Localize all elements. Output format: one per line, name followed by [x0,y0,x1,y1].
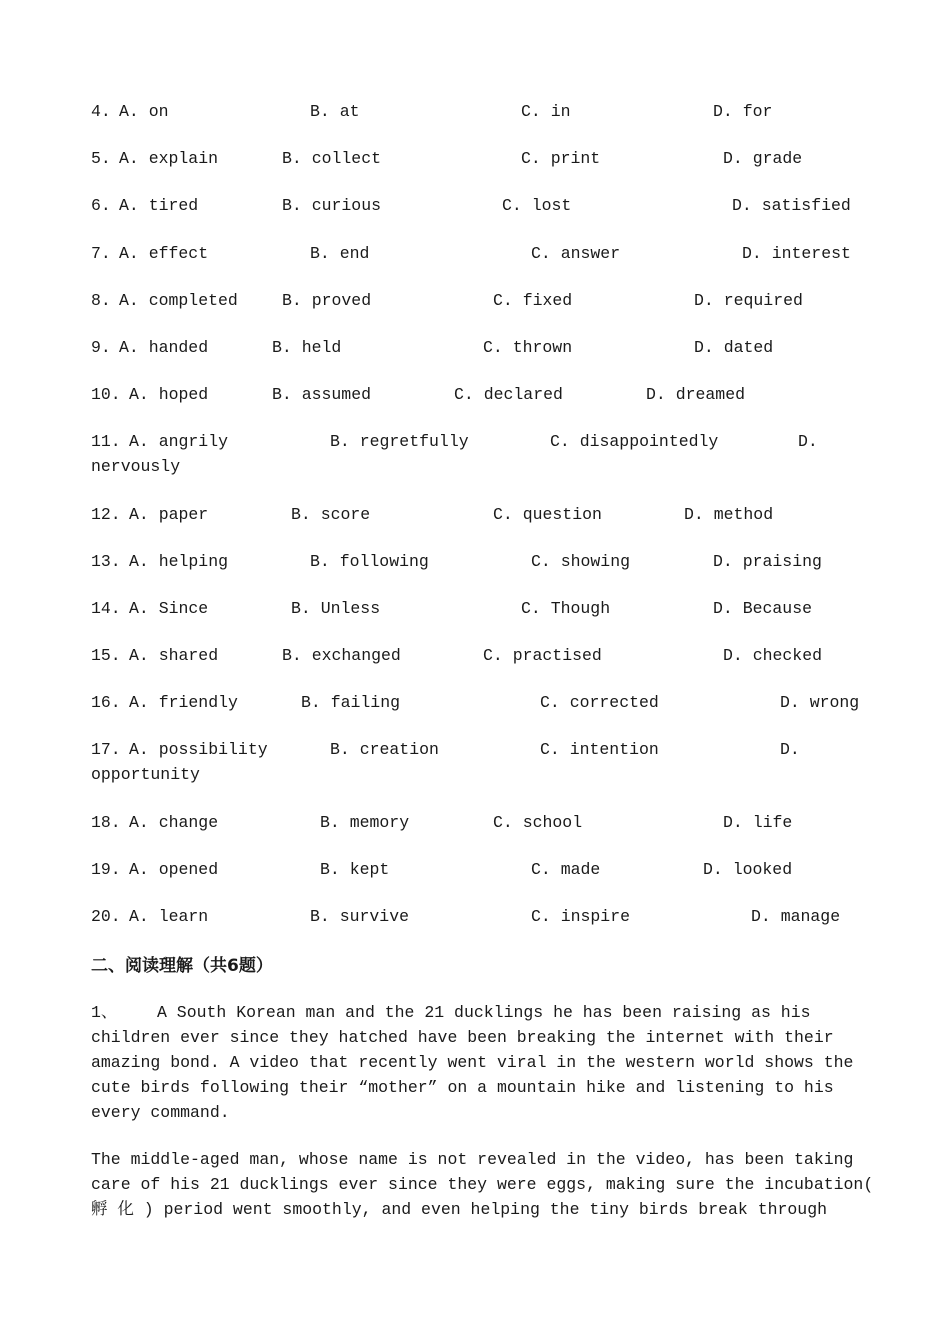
option-a: A. change [129,813,219,832]
option-a: A. explain [119,149,219,168]
question-row [0,905,950,929]
question-row [0,194,950,218]
option-a: A. Since [129,599,209,618]
option-a: A. friendly [129,693,238,712]
passage-line: every command. [91,1103,230,1122]
option-c: C. disappointedly [550,432,719,451]
option-d: D. manage [751,907,841,926]
passage-line: 1、 A South Korean man and the 21 ducklings he has been raising as his [91,1003,811,1022]
question-number: 4. [91,102,111,121]
option-a: A. shared [129,646,219,665]
option-a: A. on [119,102,169,121]
question-row [0,430,950,476]
question-row [0,644,950,668]
question-number: 9. [91,338,111,357]
option-d-wrapped-text: opportunity [91,765,200,784]
option-d: D. dreamed [646,385,746,404]
question-row [0,242,950,266]
option-c: C. thrown [483,338,573,357]
option-a: A. hoped [129,385,209,404]
option-b: B. following [310,552,429,571]
question-number: 12. [91,505,121,524]
option-c: C. practised [483,646,602,665]
question-row [0,336,950,360]
passage-paragraph-2 [91,1147,874,1222]
question-row [0,503,950,527]
option-b: B. collect [282,149,382,168]
option-d: D. Because [713,599,813,618]
question-number: 20. [91,907,121,926]
option-b: B. survive [310,907,410,926]
question-number: 7. [91,244,111,263]
option-c: C. made [531,860,601,879]
question-number: 16. [91,693,121,712]
question-number: 5. [91,149,111,168]
question-number: 13. [91,552,121,571]
option-c: C. school [493,813,583,832]
option-d: D. looked [703,860,793,879]
question-row [0,289,950,313]
question-row [0,691,950,715]
option-a: A. opened [129,860,219,879]
option-b: B. score [291,505,371,524]
question-number: 8. [91,291,111,310]
option-b: B. Unless [291,599,381,618]
question-number: 6. [91,196,111,215]
passage-line: The middle-aged man, whose name is not revealed in the video, has been taking [91,1150,854,1169]
question-number: 14. [91,599,121,618]
option-a: A. possibility [129,740,268,759]
option-d: D. method [684,505,774,524]
option-b: B. proved [282,291,372,310]
question-number: 10. [91,385,121,404]
option-d: D. for [713,102,773,121]
passage-line: 孵 化 ) period went smoothly, and even helping the tiny birds break through [91,1200,828,1219]
option-a: A. paper [129,505,209,524]
option-c: C. inspire [531,907,631,926]
option-c: C. corrected [540,693,659,712]
option-b: B. kept [320,860,390,879]
option-d: D. interest [742,244,851,263]
option-d: D. praising [713,552,822,571]
question-number: 17. [91,740,121,759]
option-a: A. angrily [129,432,229,451]
option-c: C. print [521,149,601,168]
passage-paragraph-1 [91,1000,871,1125]
question-row [0,858,950,882]
question-row [0,550,950,574]
option-c: C. declared [454,385,563,404]
option-b: B. at [310,102,360,121]
option-c: C. lost [502,196,572,215]
option-c: C. Though [521,599,611,618]
passage-line: care of his 21 ducklings ever since they were eggs, making sure the incubation( [91,1175,874,1194]
option-b: B. held [272,338,342,357]
option-d: D. grade [723,149,803,168]
question-row [0,100,950,124]
option-c: C. fixed [493,291,573,310]
option-d: D. checked [723,646,823,665]
question-number: 15. [91,646,121,665]
question-number: 19. [91,860,121,879]
option-a: A. effect [119,244,209,263]
option-d: D. [780,740,800,759]
option-c: C. in [521,102,571,121]
option-b: B. regretfully [330,432,469,451]
option-a: A. learn [129,907,209,926]
option-d: D. [798,432,818,451]
passage-line: cute birds following their “mother” on a mountain hike and listening to his [91,1078,834,1097]
option-d: D. life [723,813,793,832]
question-number: 18. [91,813,121,832]
section-heading: 二、阅读理解（共6题） [91,956,273,976]
question-row [0,811,950,835]
question-row [0,383,950,407]
option-c: C. intention [540,740,659,759]
option-d-wrapped-text: nervously [91,457,181,476]
option-a: A. tired [119,196,199,215]
question-row [0,738,950,784]
option-a: A. helping [129,552,229,571]
option-c: C. question [493,505,602,524]
passage-line: amazing bond. A video that recently went viral in the western world shows the [91,1053,854,1072]
option-a: A. completed [119,291,238,310]
option-b: B. end [310,244,370,263]
option-d: D. required [694,291,803,310]
option-b: B. creation [330,740,439,759]
question-row [0,147,950,171]
option-d: D. satisfied [732,196,851,215]
option-b: B. curious [282,196,382,215]
option-c: C. showing [531,552,631,571]
question-number: 11. [91,432,121,451]
option-a: A. handed [119,338,209,357]
option-d: D. wrong [780,693,860,712]
option-d: D. dated [694,338,774,357]
option-b: B. exchanged [282,646,401,665]
option-b: B. assumed [272,385,372,404]
option-b: B. memory [320,813,410,832]
passage-line: children ever since they hatched have been breaking the internet with their [91,1028,834,1047]
question-row [0,597,950,621]
option-b: B. failing [301,693,401,712]
option-c: C. answer [531,244,621,263]
